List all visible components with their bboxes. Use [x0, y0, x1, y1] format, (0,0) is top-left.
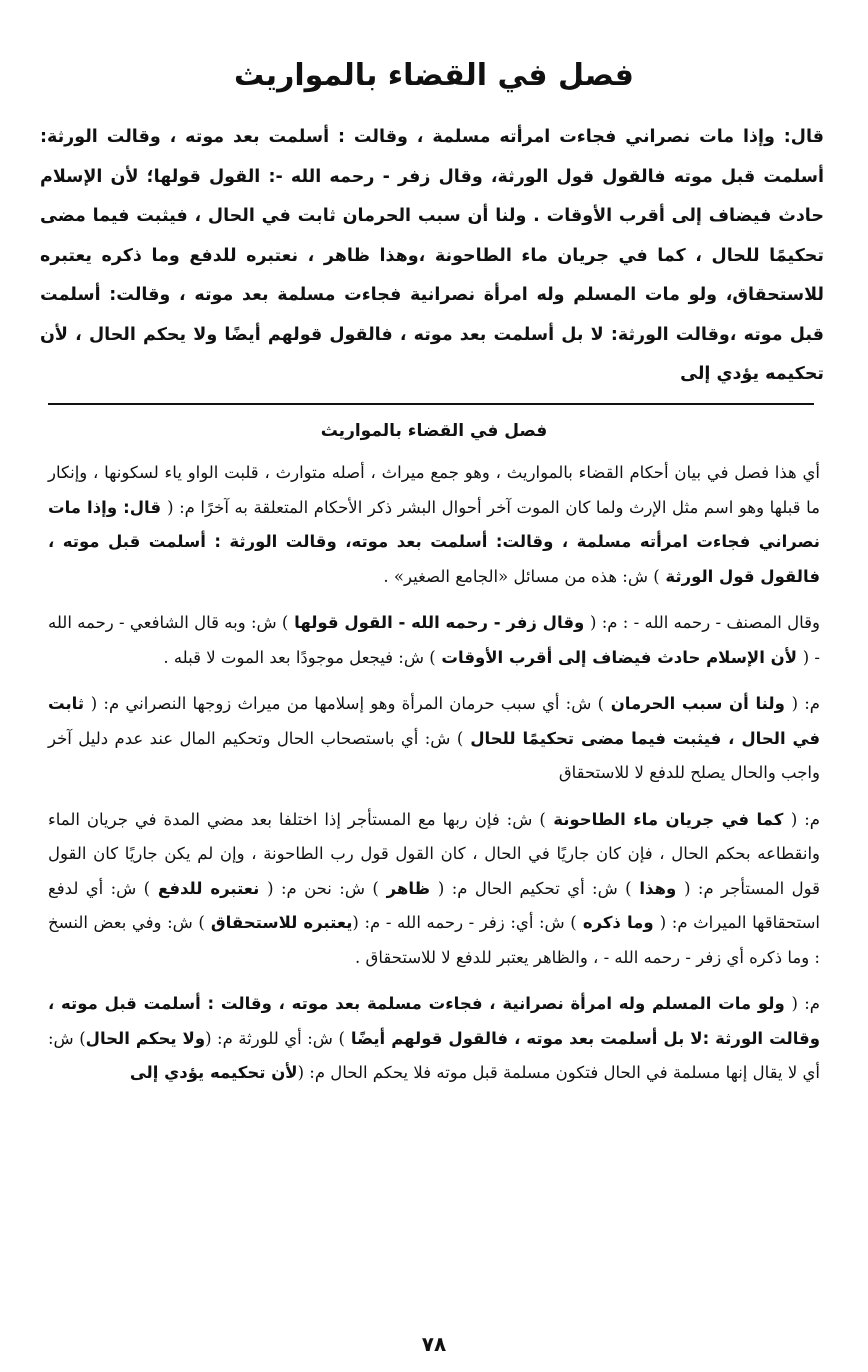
- commentary-text-block: [48, 456, 820, 1103]
- quoted-matn: وهذا: [631, 878, 685, 898]
- commentary-text: ) ش: أي باستصحاب الحال وتحكيم المال عند عدم دليل آخر واجب والحال يصلح للدفع لا للاستحقاق: [48, 728, 820, 782]
- commentary-text: ) ش: وفي بعض النسخ : وما ذكره أي زفر - رحمه الله - ، والظاهر يعتبر للدفع لا للاستحقاق .: [48, 913, 820, 967]
- commentary-title: فصل في القضاء بالمواريث: [320, 421, 548, 441]
- commentary-text: م: (: [791, 994, 820, 1013]
- quoted-matn: لأن تحكيمه يؤدي إلى: [129, 1063, 298, 1082]
- commentary-paragraph-5: [48, 987, 820, 1091]
- matn-text-block: [40, 118, 824, 395]
- section-divider: [48, 403, 814, 405]
- quoted-matn: ظاهر: [378, 878, 438, 898]
- quoted-matn: نعتبره للدفع: [150, 878, 268, 898]
- commentary-paragraph-3: [48, 687, 820, 791]
- commentary-text: ) ش: أي لا يقال إنها مسلمة في الحال فتكون مسلمة قبل موته فلا يحكم الحال م: (: [48, 1028, 820, 1082]
- commentary-text: م: (: [791, 694, 820, 713]
- quoted-matn: ثابت في الحال ، فيثبت فيما مضى تحكيمًا للحال: [48, 694, 820, 748]
- commentary-text: أي هذا فصل في بيان أحكام القضاء بالمواريث ، وهو جمع ميراث ، أصله متوارث ، قلبت الواو ياء لسكونها ، وإنكار ما قبلها وهو اسم مثل الإرث ولما كان الموت آخر أحوال البشر ذكر الأحكام المتعلقة به آخرًا م: (: [48, 463, 820, 517]
- quoted-matn: ولو مات المسلم وله امرأة نصرانية ، فجاءت مسلمة بعد موته ، وقالت : أسلمت قبل موته ، وقالت الورثة :لا بل أسلمت بعد موته ، فالقول قولهم أيضًا: [48, 994, 820, 1048]
- quoted-matn: ولا يحكم الحال: [85, 1028, 206, 1048]
- commentary-text: ) ش: وبه قال الشافعي - رحمه الله - (: [48, 613, 820, 667]
- commentary-text: ) ش: فإن ربها مع المستأجر إذا اختلفا بعد مضي المدة في جريان الماء وانقطاعه بحكم الحال ، فإن كان جاريًا في الحال ، كان القول قول رب الطاحونة ، وإن لم يكن جاريًا كان القول قول المستأجر م: (: [48, 809, 820, 898]
- commentary-paragraph-4: [48, 803, 820, 976]
- quoted-matn: قال: وإذا مات نصراني فجاءت امرأته مسلمة ، وقالت: أسلمت بعد موته، وقالت الورثة : أسلمت قبل موته ، فالقول قول الورثة: [48, 497, 820, 586]
- quoted-matn: لأن الإسلام حادث فيضاف إلى أقرب الأوقات: [435, 647, 803, 667]
- page-number: ٧٨: [421, 1332, 447, 1356]
- chapter-title: فصل في القضاء بالمواريث: [234, 58, 634, 93]
- commentary-text: ) ش: أي للورثة م: (: [205, 1028, 345, 1048]
- quoted-matn: كما في جريان ماء الطاحونة: [545, 809, 791, 829]
- commentary-text: ) ش: نحن م: (: [267, 878, 379, 898]
- commentary-text: ) ش: هذه من مسائل «الجامع الصغير» .: [383, 566, 660, 586]
- commentary-text: ) ش: أي لدفع استحقاقها الميراث م: (: [48, 878, 821, 932]
- commentary-text: ) ش: فيجعل موجودًا بعد الموت لا قبله .: [163, 647, 436, 667]
- quoted-matn: وما ذكره: [576, 913, 660, 932]
- commentary-text: ) ش: أي: زفر - رحمه الله - م: (: [352, 913, 577, 932]
- quoted-matn: وقال زفر - رحمه الله - القول قولها: [288, 613, 591, 632]
- commentary-text: ) ش: أي سبب حرمان المرأة وهو إسلامها من ميراث زوجها النصراني م: (: [90, 694, 605, 713]
- quoted-matn: ولنا أن سبب الحرمان: [604, 694, 792, 713]
- commentary-paragraph-2: [48, 606, 820, 675]
- commentary-text: ) ش: أي تحكيم الحال م: (: [437, 878, 632, 898]
- commentary-paragraph-1: [48, 456, 820, 594]
- commentary-text: م: (: [790, 809, 820, 829]
- commentary-text: وقال المصنف - رحمه الله - : م: (: [590, 613, 820, 632]
- matn-paragraph: قال: وإذا مات نصراني فجاءت امرأته مسلمة ، وقالت : أسلمت بعد موته ، وقالت الورثة: أسلمت قبل موته فالقول قول الورثة، وقال زفر - رحمه الله -: القول قولها؛ لأن الإسلام حادث فيضاف إلى أقرب الأوقات . ولنا أن سبب الحرمان ثابت في الحال ، فيثبت فيما مضى تحكيمًا للحال ، كما في جريان ماء الطاحونة ،وهذا ظاهر ، نعتبره للدفع وما ذكره يعتبره للاستحقاق، ولو مات المسلم وله امرأة نصرانية فجاءت مسلمة بعد موته ، وقالت: أسلمت قبل موته ،وقالت الورثة: لا بل أسلمت بعد موته ، فالقول قولهم أيضًا ولا يحكم الحال ، لأن تحكيمه يؤدي إلى: [40, 127, 824, 384]
- quoted-matn: يعتبره للاستحقاق: [204, 913, 353, 932]
